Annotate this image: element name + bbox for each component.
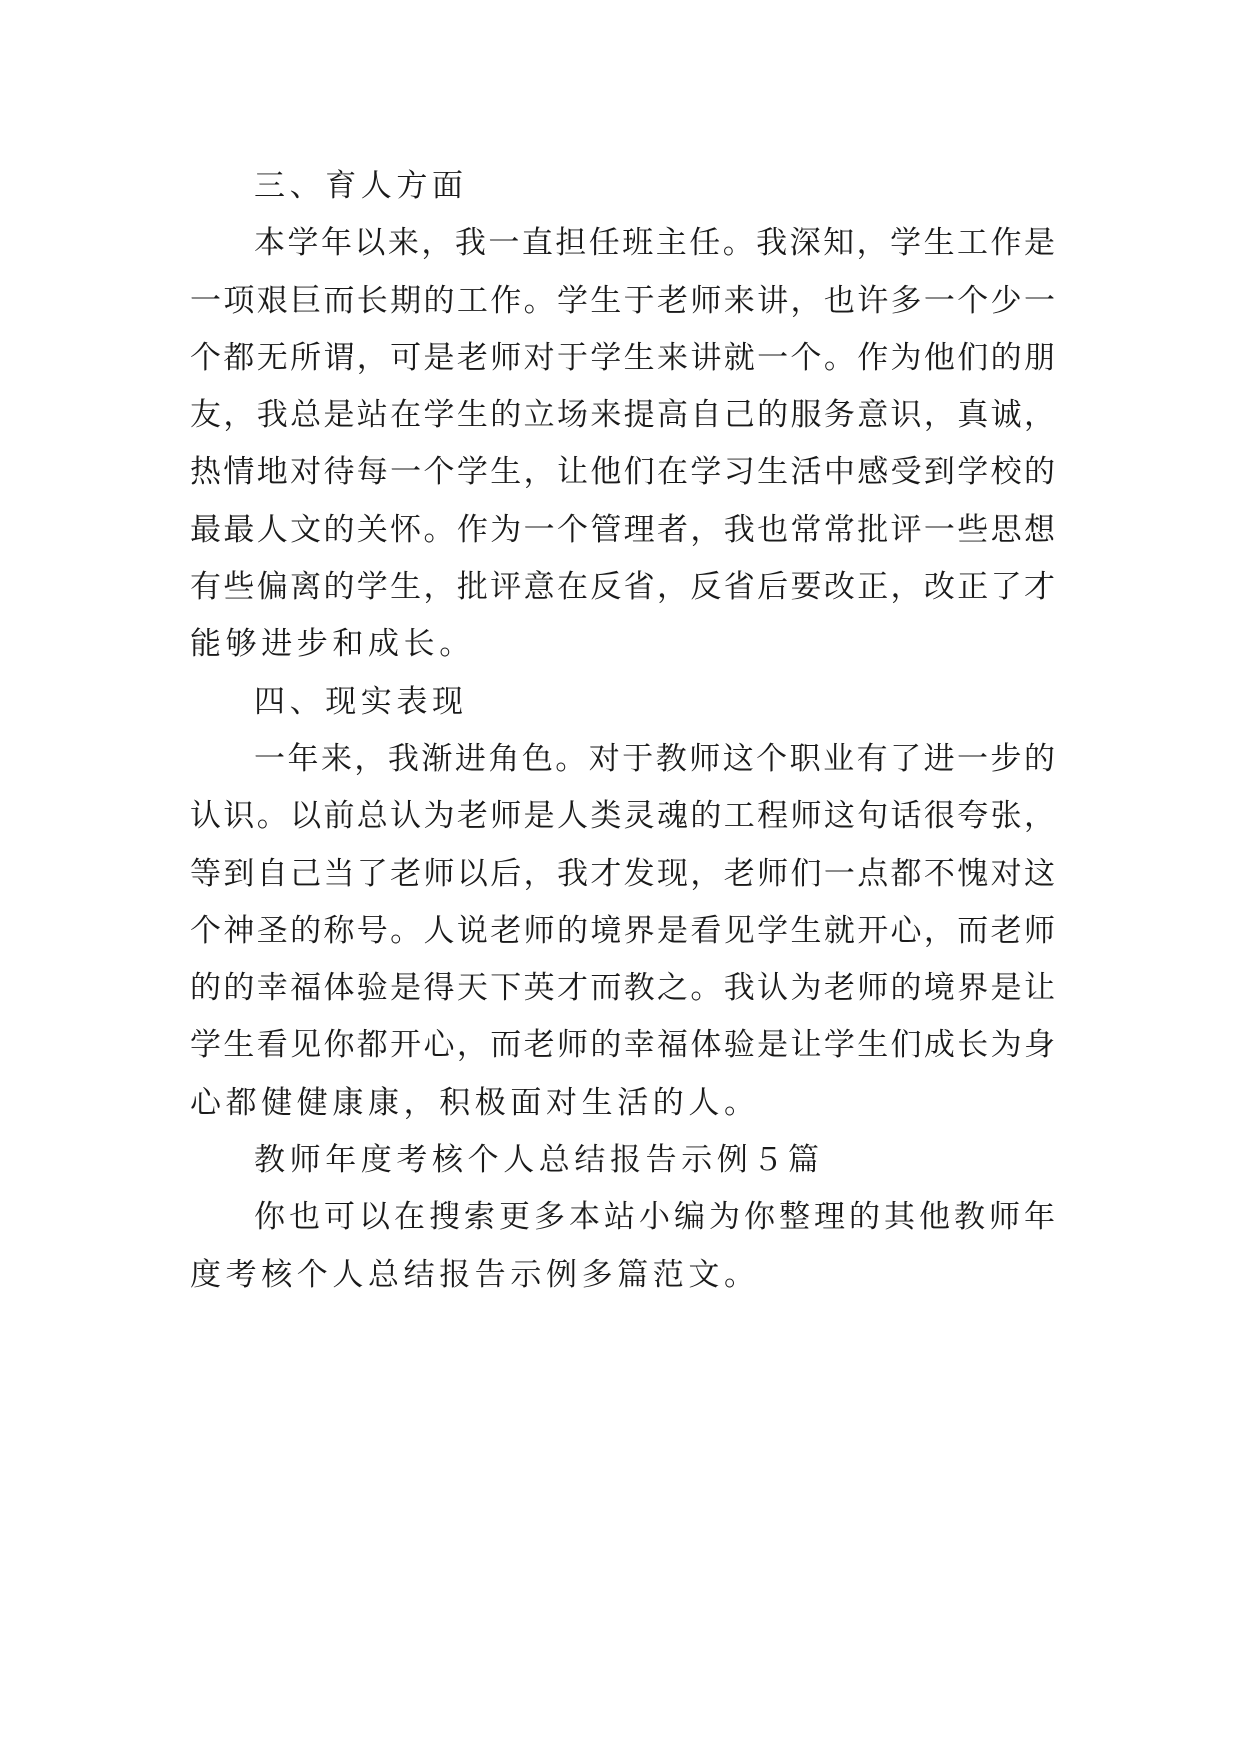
paragraph-line: 有些偏离的学生，批评意在反省，反省后要改正，改正了才 (190, 569, 1055, 606)
paragraph-line: 一项艰巨而长期的工作。学生于老师来讲，也许多一个少一 (190, 282, 1055, 319)
paragraph-line: 热情地对待每一个学生，让他们在学习生活中感受到学校的 (190, 454, 1055, 491)
paragraph-line: 等到自己当了老师以后，我才发现，老师们一点都不愧对这 (190, 855, 1055, 892)
paragraph (190, 215, 1055, 673)
paragraph-line: 个神圣的称号。人说老师的境界是看见学生就开心，而老师 (190, 912, 1055, 949)
paragraph-line: 你也可以在搜索更多本站小编为你整理的其他教师年 (254, 1199, 1055, 1236)
footer-paragraph (190, 1189, 1055, 1304)
footer-title: 教师年度考核个人总结报告示例５篇 (254, 1142, 824, 1179)
paragraph-line: 学生看见你都开心，而老师的幸福体验是让学生们成长为身 (190, 1027, 1055, 1064)
paragraph-line: 个都无所谓，可是老师对于学生来讲就一个。作为他们的朋 (190, 339, 1055, 376)
paragraph-line: 认识。以前总认为老师是人类灵魂的工程师这句话很夸张， (190, 798, 1055, 835)
paragraph-line: 心都健健康康，积极面对生活的人。 (190, 1084, 760, 1121)
document-body (190, 158, 1055, 1304)
paragraph (190, 731, 1055, 1132)
paragraph-line: 友，我总是站在学生的立场来提高自己的服务意识，真诚， (190, 397, 1055, 434)
section-heading: 三、育人方面 (254, 168, 468, 204)
paragraph-line: 能够进步和成长。 (190, 626, 475, 663)
paragraph-line: 度考核个人总结报告示例多篇范文。 (190, 1256, 760, 1293)
paragraph-line: 本学年以来，我一直担任班主任。我深知，学生工作是 (254, 225, 1055, 262)
paragraph-line: 的的幸福体验是得天下英才而教之。我认为老师的境界是让 (190, 970, 1055, 1007)
paragraph-line: 最最人文的关怀。作为一个管理者，我也常常批评一些思想 (190, 511, 1055, 548)
section-heading: 四、现实表现 (254, 683, 468, 720)
paragraph-line: 一年来，我渐进角色。对于教师这个职业有了进一步的 (254, 740, 1055, 777)
